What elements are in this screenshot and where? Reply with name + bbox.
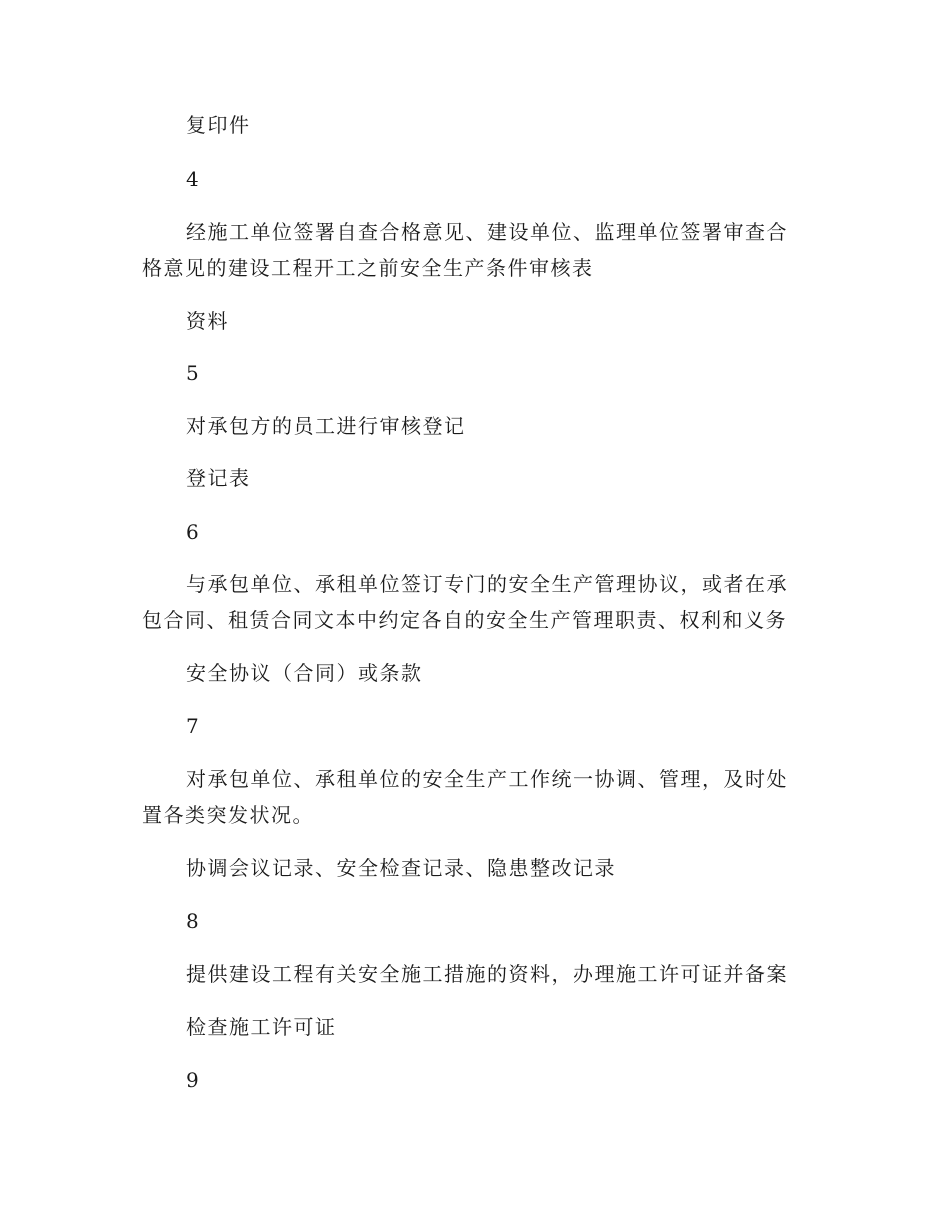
item-number-9: 9: [186, 1068, 201, 1092]
paragraph-registration-form: 登记表: [186, 466, 251, 490]
paragraph-construction-permit: 提供建设工程有关安全施工措施的资料，办理施工许可证并备案: [186, 962, 788, 986]
paragraph-photocopy: 复印件: [186, 113, 251, 137]
paragraph-coordination: 对承包单位、承租单位的安全生产工作统一协调、管理，及时处置各类突发状况。: [142, 767, 788, 827]
paragraph-check-permit: 检查施工许可证: [186, 1015, 337, 1039]
item-number-7: 7: [186, 714, 201, 738]
item-number-4: 4: [186, 167, 201, 191]
paragraph-staff-registration: 对承包方的员工进行审核登记: [186, 414, 466, 438]
paragraph-audit-form: 经施工单位签署自查合格意见、建设单位、监理单位签署审查合格意见的建设工程开工之前安全生产条件审核表: [142, 220, 788, 280]
paragraph-agreement-clauses: 安全协议（合同）或条款: [186, 661, 423, 685]
item-number-5: 5: [186, 361, 201, 385]
paragraph-safety-agreement: 与承包单位、承租单位签订专门的安全生产管理协议，或者在承包合同、租赁合同文本中约定各自的安全生产管理职责、权利和义务: [142, 572, 788, 632]
paragraph-materials: 资料: [186, 309, 229, 333]
item-number-8: 8: [186, 909, 201, 933]
item-number-6: 6: [186, 520, 201, 544]
paragraph-records: 协调会议记录、安全检查记录、隐患整改记录: [186, 856, 616, 880]
